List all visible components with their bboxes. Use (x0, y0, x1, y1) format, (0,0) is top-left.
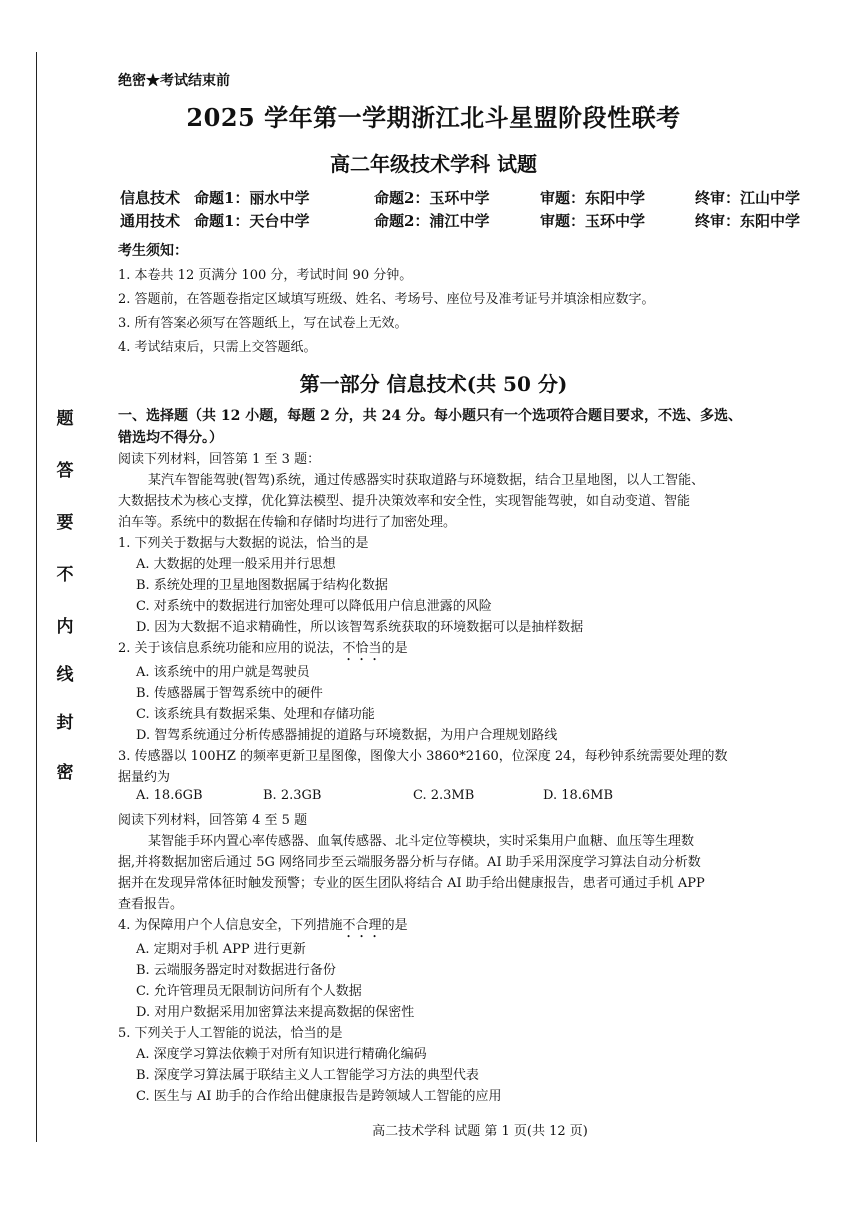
credit-review: 审题：玉环中学 (540, 212, 646, 230)
question-option: A. 深度学习算法依赖于对所有知识进行精确化编码 (136, 1047, 427, 1062)
material-line: 某汽车智能驾驶(智驾)系统，通过传感器实时获取道路与环境数据，结合卫星地图，以人工智能、 (148, 473, 705, 488)
stem-text: 的是 (381, 918, 408, 933)
binding-char: 不 (56, 565, 74, 585)
material-line: 据,并将数据加密后通过 5G 网络同步至云端服务器分析与存储。AI 助手采用深度学习算法自动分析数 (118, 855, 701, 870)
emphasis-text: 不恰当 (342, 641, 382, 656)
credit-p1: 命题1：天台中学 (194, 212, 310, 230)
notice-item: 3. 所有答案必须写在答题纸上，写在试卷上无效。 (118, 316, 408, 331)
binding-char: 答 (56, 461, 74, 481)
part-heading: 第一部分 信息技术(共 50 分) (299, 372, 568, 396)
credit-final: 终审：江山中学 (695, 189, 801, 207)
credit-p2: 命题2：浦江中学 (374, 212, 490, 230)
material-line: 据并在发现异常体征时触发预警；专业的医生团队将结合 AI 助手给出健康报告，患者可通过手机 APP (118, 876, 705, 891)
binding-char: 题 (56, 409, 74, 429)
credit-subject: 通用技术 (120, 212, 181, 230)
binding-char: 密 (56, 763, 74, 783)
notice-heading: 考生须知： (118, 243, 188, 259)
page-subtitle: 高二年级技术学科 试题 (330, 152, 537, 176)
page-footer: 高二技术学科 试题 第 1 页(共 12 页) (372, 1124, 588, 1139)
question-stem (118, 914, 848, 941)
question-option: B. 系统处理的卫星地图数据属于结构化数据 (136, 578, 388, 593)
credit-p1: 命题1：丽水中学 (194, 189, 310, 207)
question-option: A. 该系统中的用户就是驾驶员 (136, 665, 310, 680)
question-option: A. 18.6GB (136, 788, 203, 803)
question-stem: 1. 下列关于数据与大数据的说法，恰当的是 (118, 536, 369, 551)
notice-item: 2. 答题前，在答题卷指定区域填写班级、姓名、考场号、座位号及准考证号并填涂相应数字。 (118, 292, 655, 307)
credit-review: 审题：东阳中学 (540, 189, 646, 207)
question-stem: 5. 下列关于人工智能的说法，恰当的是 (118, 1026, 343, 1041)
question-option: A. 定期对手机 APP 进行更新 (136, 942, 306, 957)
question-option: D. 智驾系统通过分析传感器捕捉的道路与环境数据，为用户合理规划路线 (136, 728, 558, 743)
material-line: 泊车等。系统中的数据在传输和存储时均进行了加密处理。 (118, 515, 457, 530)
binding-char: 内 (56, 617, 74, 637)
notice-item: 1. 本卷共 12 页满分 100 分，考试时间 90 分钟。 (118, 268, 413, 283)
material-line: 查看报告。 (118, 897, 184, 912)
binding-line (36, 52, 37, 1142)
material-intro: 阅读下列材料，回答第 1 至 3 题： (118, 452, 321, 467)
binding-char: 要 (56, 513, 74, 533)
option-row (118, 788, 848, 806)
material-line: 大数据技术为核心支撑，优化算法模型、提升决策效率和安全性，实现智能驾驶，如自动变道、智能 (118, 494, 691, 509)
credit-final: 终审：东阳中学 (695, 212, 801, 230)
question-option: B. 传感器属于智驾系统中的硬件 (136, 686, 323, 701)
binding-char: 封 (56, 713, 74, 733)
material-line: 某智能手环内置心率传感器、血氧传感器、北斗定位等模块，实时采集用户血糖、血压等生理数 (148, 834, 695, 849)
credit-subject: 信息技术 (120, 189, 181, 207)
section-heading-cont: 错选均不得分。） (118, 430, 223, 446)
question-option: B. 2.3GB (263, 788, 322, 803)
stem-text: 的是 (381, 641, 408, 656)
question-option: A. 大数据的处理一般采用并行思想 (136, 557, 336, 572)
question-option: C. 对系统中的数据进行加密处理可以降低用户信息泄露的风险 (136, 599, 492, 614)
section-heading: 一、选择题（共 12 小题，每题 2 分，共 24 分。每小题只有一个选项符合题目要求，不选、多选、 (118, 408, 742, 424)
question-option: C. 2.3MB (413, 788, 475, 803)
question-stem: 3. 传感器以 100HZ 的频率更新卫星图像，图像大小 3860*2160，位深度 24，每秒钟系统需要处理的数 (118, 749, 728, 764)
binding-char: 线 (56, 665, 74, 685)
emphasis-text: 不合理 (342, 918, 382, 933)
question-option: B. 深度学习算法属于联结主义人工智能学习方法的典型代表 (136, 1068, 479, 1083)
question-stem-cont: 据量约为 (118, 770, 171, 785)
question-option: C. 该系统具有数据采集、处理和存储功能 (136, 707, 375, 722)
question-option: C. 医生与 AI 助手的合作给出健康报告是跨领域人工智能的应用 (136, 1089, 502, 1104)
stem-text: 2. 关于该信息系统功能和应用的说法， (118, 641, 343, 656)
question-option: B. 云端服务器定时对数据进行备份 (136, 963, 336, 978)
notice-item: 4. 考试结束后，只需上交答题纸。 (118, 340, 317, 355)
question-option: D. 因为大数据不追求精确性，所以该智驾系统获取的环境数据可以是抽样数据 (136, 620, 584, 635)
credit-p2: 命题2：玉环中学 (374, 189, 490, 207)
question-option: D. 18.6MB (543, 788, 614, 803)
confidential-mark: 绝密★考试结束前 (118, 73, 230, 89)
stem-text: 4. 为保障用户个人信息安全，下列措施 (118, 918, 343, 933)
page-title: 2025 学年第一学期浙江北斗星盟阶段性联考 (186, 103, 681, 132)
material-intro: 阅读下列材料，回答第 4 至 5 题 (118, 813, 308, 828)
question-option: D. 对用户数据采用加密算法来提高数据的保密性 (136, 1005, 415, 1020)
question-option: C. 允许管理员无限制访问所有个人数据 (136, 984, 362, 999)
question-stem (118, 637, 848, 664)
